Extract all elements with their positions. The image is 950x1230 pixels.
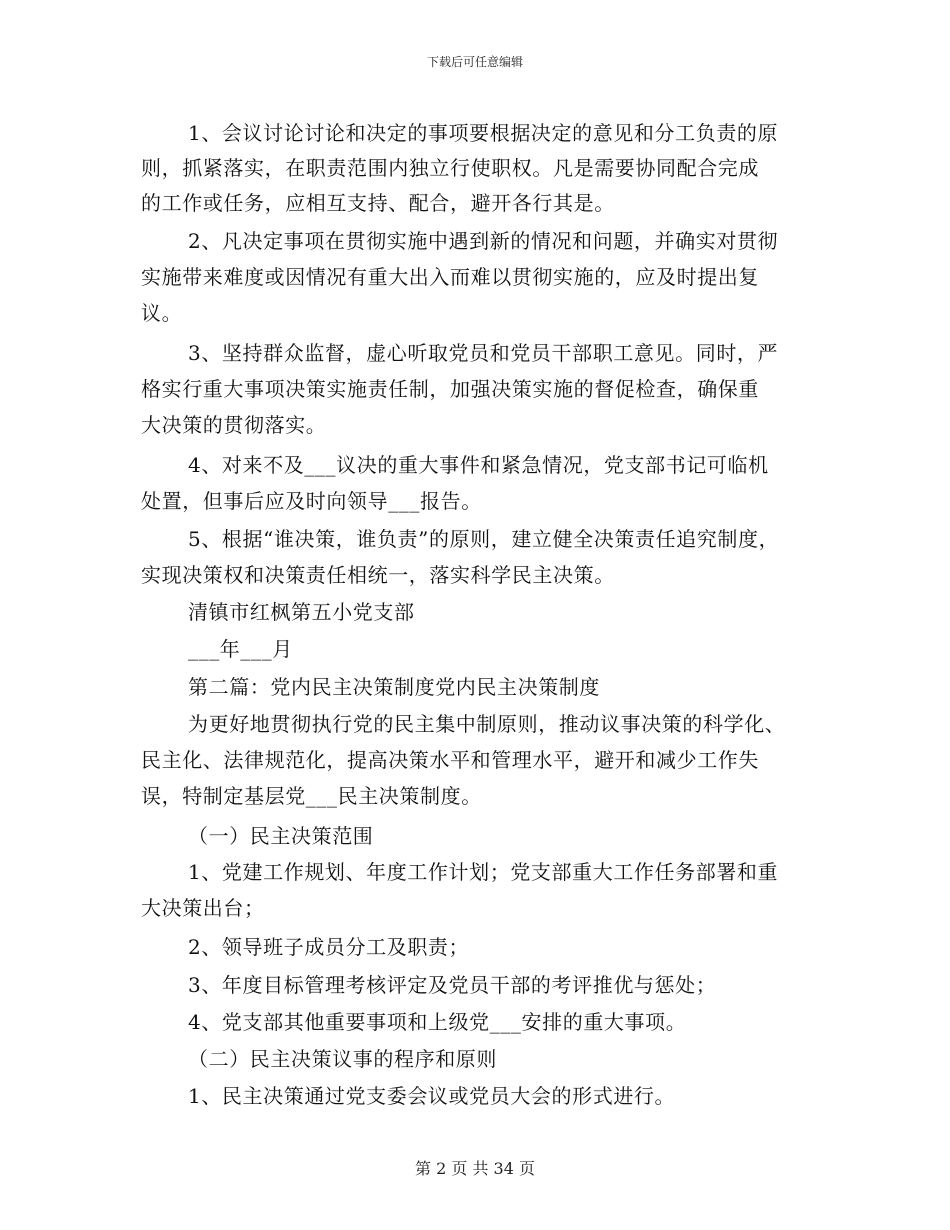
paragraph-line: 4、党支部其他重要事项和上级党___安排的重大事项。 <box>188 1010 687 1034</box>
paragraph-line: 的工作或任务，应相互支持、配合，避开各行其是。 <box>141 191 615 215</box>
paragraph-line: 1、党建工作规划、年度工作计划；党支部重大工作任务部署和重 <box>188 860 779 884</box>
paragraph-line: 实现决策权和决策责任相统一，落实科学民主决策。 <box>141 563 615 587</box>
subsection-heading: （二）民主决策议事的程序和原则 <box>188 1047 497 1071</box>
signature-date: ___年___月 <box>188 637 293 661</box>
paragraph-line: 处置，但事后应及时向领导___报告。 <box>141 489 482 513</box>
paragraph-line: 民主化、法律规范化，提高决策水平和管理水平，避开和减少工作失 <box>141 748 759 772</box>
paragraph-line: 3、坚持群众监督，虚心听取党员和党员干部职工意见。同时，严 <box>188 341 779 365</box>
paragraph-line: 格实行重大事项决策实施责任制，加强决策实施的督促检查，确保重 <box>141 377 759 401</box>
paragraph-line: 4、对来不及___议决的重大事件和紧急情况，党支部书记可临机 <box>188 453 769 477</box>
paragraph-line: 大决策出台； <box>141 896 265 920</box>
paragraph-line: 大决策的贯彻落实。 <box>141 413 327 437</box>
paragraph-line: 则，抓紧落实，在职责范围内独立行使职权。凡是需要协同配合完成 <box>141 156 759 180</box>
page-header: 下载后可任意编辑 <box>426 55 523 69</box>
paragraph-line: 实施带来难度或因情况有重大出入而难以贯彻实施的，应及时提出复 <box>141 265 759 289</box>
paragraph-line: 2、凡决定事项在贯彻实施中遇到新的情况和问题，并确实对贯彻 <box>188 229 779 253</box>
paragraph-line: 1、会议讨论讨论和决定的事项要根据决定的意见和分工负责的原 <box>188 121 779 145</box>
section-title: 第二篇：党内民主决策制度党内民主决策制度 <box>188 675 600 699</box>
subsection-heading: （一）民主决策范围 <box>188 824 374 848</box>
paragraph-line: 2、领导班子成员分工及职责； <box>188 935 470 959</box>
page-footer: 第 2 页 共 34 页 <box>415 1159 535 1178</box>
signature-org: 清镇市红枫第五小党支部 <box>188 600 415 624</box>
paragraph-line: 误，特制定基层党___民主决策制度。 <box>141 784 482 808</box>
paragraph-line: 1、民主决策通过党支委会议或党员大会的形式进行。 <box>188 1084 676 1108</box>
paragraph-line: 议。 <box>141 301 183 325</box>
paragraph-line: 为更好地贯彻执行党的民主集中制原则，推动议事决策的科学化、 <box>188 712 786 736</box>
paragraph-line: 5、根据“谁决策，谁负责”的原则，建立健全决策责任追究制度， <box>188 527 780 551</box>
paragraph-line: 3、年度目标管理考核评定及党员干部的考评推优与惩处； <box>188 973 717 997</box>
